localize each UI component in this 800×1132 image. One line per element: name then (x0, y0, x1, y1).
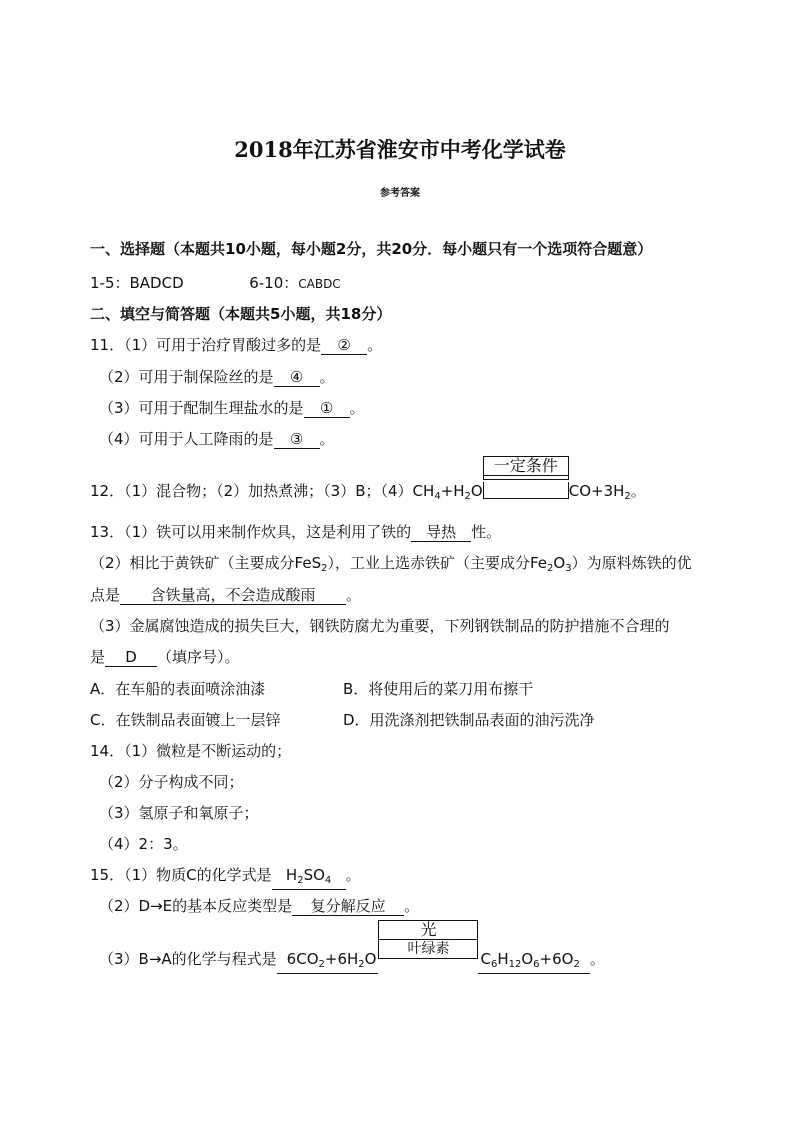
q13-l3-answer: 含铁量高，不会造成酸雨 (120, 587, 346, 605)
q12-condition-box (483, 456, 569, 499)
q15-l3-o2: O (521, 950, 534, 968)
q15-l3-o: O (364, 950, 377, 968)
q15-l3-o2-term: +6O (539, 950, 574, 968)
ans-1-5-label: 1-5： (90, 274, 130, 292)
q13-l2-sub3: 3 (565, 563, 572, 574)
q13-l2-c: O (553, 554, 566, 572)
q13-l1-text: 13．（1）铁可以用来制作炊具，这是利用了铁的 (90, 523, 412, 541)
q15-condition-box (378, 920, 478, 959)
q15-l3-h2: H (497, 950, 509, 968)
q15-l1-answer (272, 867, 346, 890)
q14-line2: （2）分子构成不同； (99, 773, 244, 791)
q13-l2-d: ）为原料炼铁的优 (571, 554, 692, 572)
section2-heading: 二、填空与简答题（本题共5小题，共18分） (90, 305, 392, 323)
q15-l1-ans-so: SO (303, 866, 325, 884)
q13-option-a: A．在车船的表面喷涂油漆 (90, 680, 266, 698)
q11-l3-text: （3）可用于配制生理盐水的是 (99, 399, 304, 417)
q13-l2-a: （2）相比于黄铁矿（主要成分FeS (90, 554, 322, 572)
q11-l2-answer: ④ (274, 369, 320, 387)
q12-condition: 一定条件 (483, 456, 569, 475)
q11-l4-end: 。 (319, 430, 335, 448)
q15-l3-co: 6CO (286, 950, 319, 968)
q12-product: CO+3H (568, 482, 625, 500)
q13-line5 (90, 646, 240, 667)
q15-l3-h: +6H (324, 950, 359, 968)
q13-l5-text: 是 (90, 648, 106, 666)
q15-line2 (99, 895, 419, 916)
q12-mid: +H (440, 482, 465, 500)
q12-equals-bar (483, 475, 569, 480)
section1-heading: 一、选择题（本题共10小题，每小题2分，共20分．每小题只有一个选项符合题意） (90, 240, 653, 258)
q13-option-d: D．用洗涤剂把铁制品表面的油污洗净 (343, 711, 595, 729)
q15-l3-o-sub6: 6 (533, 959, 540, 970)
q13-l5-answer: D (105, 649, 157, 667)
q15-l3-products (478, 951, 589, 974)
ans-6-10: CABDC (298, 277, 341, 291)
q14-line1: 14．（1）微粒是不断运动的； (90, 742, 292, 760)
q12-text: 12．（1）混合物；（2）加热煮沸；（3）B；（4）CH (90, 482, 435, 500)
page-subtitle: 参考答案 (380, 188, 420, 199)
q13-option-b: B．将使用后的菜刀用布擦干 (343, 680, 534, 698)
q13-l2-b: ），工业上选赤铁矿（主要成分Fe (327, 554, 548, 572)
q15-l3-text: （3）B→A的化学与程式是 (99, 950, 277, 968)
q12-o: O (470, 482, 483, 500)
q15-line1 (90, 864, 361, 890)
q13-line1 (90, 521, 501, 542)
q11-l2-text: （2）可用于制保险丝的是 (99, 368, 274, 386)
q15-l3-co-sub2: 2 (318, 959, 325, 970)
q11-l1-answer: ② (321, 337, 367, 355)
q11-line4 (99, 428, 335, 449)
q11-l3-answer: ① (304, 400, 350, 418)
q15-l3-reactants (277, 951, 379, 974)
q15-l1-ans-h: H (285, 866, 298, 884)
q12-end: 。 (630, 482, 646, 500)
q12-product-sub: 2 (624, 491, 631, 502)
q15-l1-text: 15．（1）物质C的化学式是 (90, 866, 272, 884)
q13-line2 (90, 552, 692, 574)
q15-condition-chlorophyll: 叶绿素 (378, 940, 478, 959)
q12-sub4: 4 (434, 491, 441, 502)
q11-line1 (90, 334, 382, 355)
q15-condition-light: 光 (378, 920, 478, 940)
q11-line3 (99, 397, 365, 418)
q13-l5-end: （填序号）。 (157, 648, 240, 666)
q15-l2-answer: 复分解反应 (292, 898, 404, 916)
q13-l1-end: 性。 (471, 523, 502, 541)
ans-1-5: BADCD (129, 274, 184, 292)
q11-l2-end: 。 (319, 368, 335, 386)
q11-l3-end: 。 (349, 399, 365, 417)
q15-l3-c: C (480, 950, 491, 968)
q13-l2-sub2b: 2 (547, 563, 554, 574)
q11-l4-answer: ③ (274, 431, 320, 449)
q15-l3-c-sub6: 6 (490, 959, 498, 970)
q15-l2-text: （2）D→E的基本反应类型是 (99, 897, 293, 915)
q14-line3: （3）氢原子和氧原子； (99, 804, 259, 822)
q12-box-bottom (483, 482, 569, 499)
q12-line (90, 456, 646, 502)
q15-l3-o2-sub2: 2 (573, 959, 580, 970)
q15-l1-ans-sub2: 2 (297, 875, 304, 886)
q15-l1-ans-sub4: 4 (324, 875, 332, 886)
q13-line3 (90, 584, 361, 605)
q15-l3-h-sub2: 2 (358, 959, 365, 970)
q11-l1-end: 。 (367, 336, 383, 354)
page-title: 2018年江苏省淮安市中考化学试卷 (234, 137, 566, 162)
q15-l3-h-sub12: 12 (508, 959, 522, 970)
mc-answers-row (90, 272, 341, 293)
ans-6-10-label: 6-10： (249, 274, 299, 292)
q13-l2-sub2: 2 (321, 563, 328, 574)
q13-l3-text: 点是 (90, 586, 121, 604)
q13-line4: （3）金属腐蚀造成的损失巨大，钢铁防腐尤为重要，下列钢铁制品的防护措施不合理的 (90, 617, 670, 635)
q14-line4: （4）2：3。 (99, 835, 188, 853)
q15-l2-end: 。 (404, 897, 420, 915)
q13-option-c: C．在铁制品表面镀上一层锌 (90, 711, 281, 729)
q15-line3 (99, 920, 605, 974)
q15-l3-end: 。 (589, 950, 605, 968)
q13-l3-end: 。 (346, 586, 362, 604)
q11-l1-text: 11．（1）可用于治疗胃酸过多的是 (90, 336, 322, 354)
q15-l1-end: 。 (345, 866, 361, 884)
q11-l4-text: （4）可用于人工降雨的是 (99, 430, 274, 448)
q12-sub2: 2 (464, 491, 471, 502)
q13-l1-answer: 导热 (411, 524, 471, 542)
q11-line2 (99, 366, 335, 387)
